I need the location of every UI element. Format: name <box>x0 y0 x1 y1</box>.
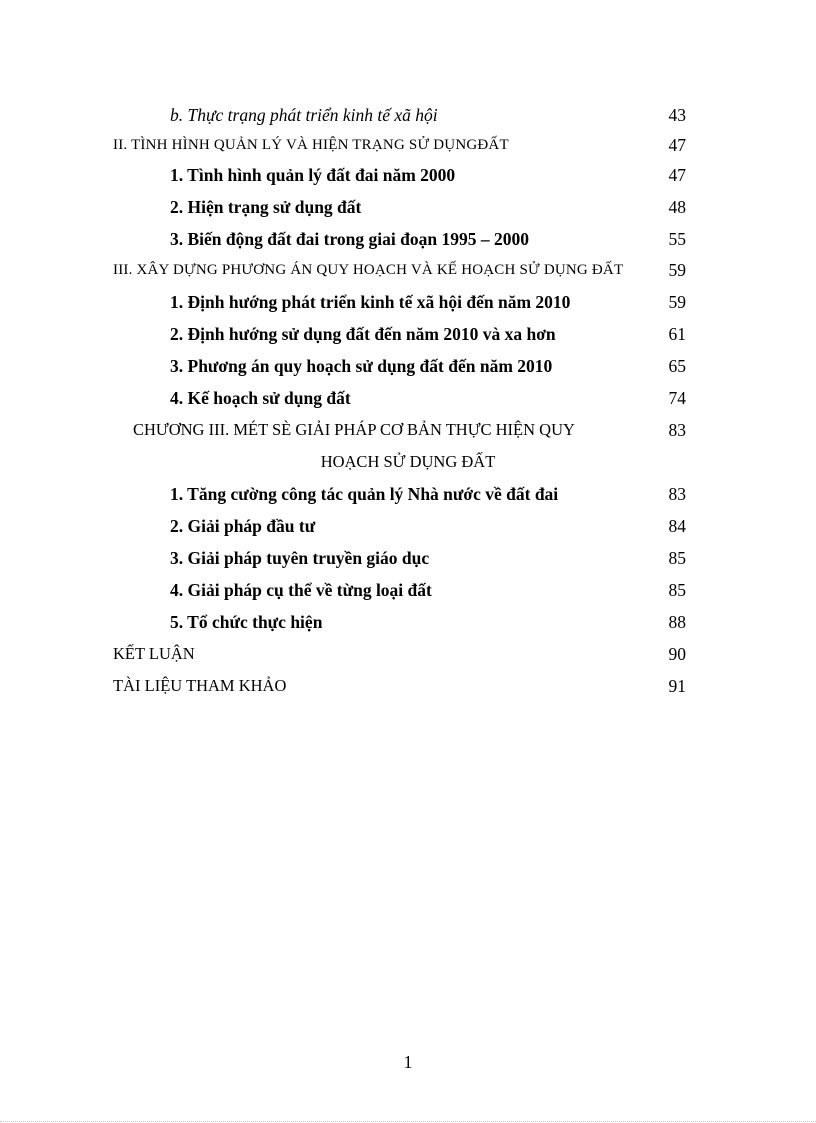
toc-entry-title: 3. Giải pháp tuyên truyền giáo dục <box>170 548 430 568</box>
toc-entry-title: CHƯƠNG III. MÉT SÈ GIẢI PHÁP CƠ BẢN THỰC HIỆN QUY <box>133 420 575 439</box>
toc-entry-title: KẾT LUẬN <box>113 644 195 663</box>
toc-entry <box>0 160 816 190</box>
page-bottom-edge <box>0 1121 816 1122</box>
toc-entry-title: 4. Kế hoạch sử dụng đất <box>170 388 351 408</box>
toc-entry-page: 91 <box>668 676 686 696</box>
toc-entry-page: 48 <box>668 197 686 217</box>
toc-entry-page: 83 <box>668 484 686 504</box>
toc-entry-title: 1. Tình hình quản lý đất đai năm 2000 <box>170 165 456 185</box>
toc-entry <box>0 351 816 381</box>
toc-entry-page: 65 <box>668 356 686 376</box>
toc-entry <box>0 607 816 637</box>
toc-entry-page: 90 <box>668 644 686 664</box>
toc-entry-page: 83 <box>668 420 686 440</box>
toc-entry-page: 59 <box>668 260 686 280</box>
toc-entry-title: 2. Giải pháp đầu tư <box>170 516 316 536</box>
toc-entry-title: HOẠCH SỬ DỤNG ĐẤT <box>320 452 496 471</box>
toc-entry-page: 85 <box>668 580 686 600</box>
toc-entry-title: 1. Tăng cường công tác quản lý Nhà nước về đất đai <box>170 484 559 504</box>
toc-entry <box>0 383 816 413</box>
toc-entry-title: 2. Hiện trạng sử dụng đất <box>170 197 362 217</box>
toc-entry <box>0 671 816 701</box>
toc-entry <box>0 543 816 573</box>
toc-entry-page: 85 <box>668 548 686 568</box>
toc-entry-title: 3. Phương án quy hoạch sử dụng đất đến năm 2010 <box>170 356 553 376</box>
toc-entry <box>0 511 816 541</box>
toc-entry-page: 55 <box>668 229 686 249</box>
toc-entry-page: 84 <box>668 516 686 536</box>
toc-entry-title: 2. Định hướng sử dụng đất đến năm 2010 và xa hơn <box>170 324 556 344</box>
toc-entry-title: III. XÂY DỰNG PHƯƠNG ÁN QUY HOẠCH VÀ KẾ HOẠCH SỬ DỤNG ĐẤT <box>113 262 624 278</box>
toc-entry-title: b. Thực trạng phát triển kinh tế xã hội <box>170 105 438 125</box>
toc-entry-title: 5. Tổ chức thực hiện <box>170 612 323 632</box>
toc-entry <box>0 287 816 317</box>
toc-entry-page: 74 <box>668 388 686 408</box>
toc-entry <box>0 100 816 130</box>
page-number: 1 <box>403 1052 413 1072</box>
toc-entry-title: 3. Biến động đất đai trong giai đoạn 1995 – 2000 <box>170 229 529 249</box>
toc-entry-page: 61 <box>668 324 686 344</box>
toc-entry-page: 47 <box>668 165 686 185</box>
toc-entry-page: 47 <box>668 135 686 155</box>
toc-entry-page: 43 <box>668 105 686 125</box>
toc-entry-title: II. TÌNH HÌNH QUẢN LÝ VÀ HIỆN TRẠNG SỬ DỤNGĐẤT <box>113 137 509 153</box>
toc-entry <box>0 255 816 285</box>
toc-entry-title: 1. Định hướng phát triển kinh tế xã hội đến năm 2010 <box>170 292 571 312</box>
toc-entry <box>0 415 816 445</box>
toc-entry-continuation <box>0 447 816 477</box>
toc-entry-page: 59 <box>668 292 686 312</box>
toc-entry <box>0 319 816 349</box>
toc-entry-title: TÀI LIỆU THAM KHẢO <box>113 676 287 695</box>
toc-entry <box>0 479 816 509</box>
toc-entry-title: 4. Giải pháp cụ thể về từng loại đất <box>170 580 432 600</box>
toc-entry <box>0 639 816 669</box>
toc-entry <box>0 192 816 222</box>
toc-entry <box>0 130 816 160</box>
toc-entry <box>0 575 816 605</box>
toc-entry-page: 88 <box>668 612 686 632</box>
toc-entry <box>0 224 816 254</box>
